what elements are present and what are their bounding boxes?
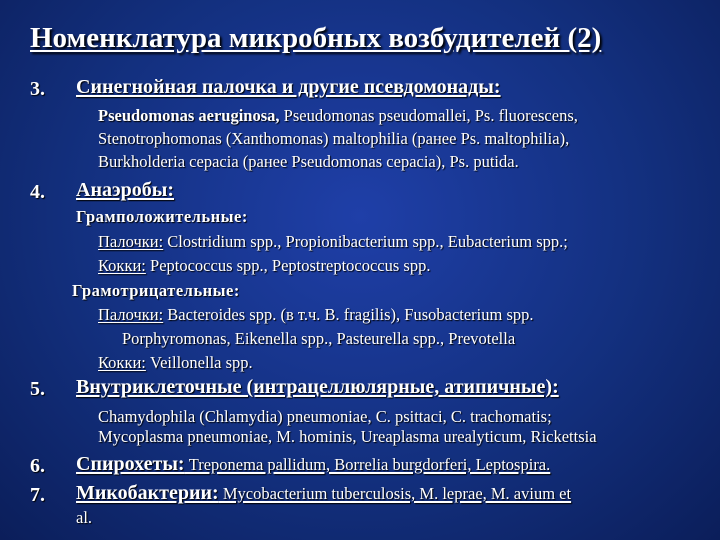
heading-text: Микобактерии: — [76, 482, 219, 504]
item-heading — [76, 453, 550, 476]
item-line — [98, 305, 534, 325]
item-number: 3. — [30, 78, 45, 100]
item-heading — [76, 482, 571, 505]
heading-text: Спирохеты: — [76, 453, 185, 475]
item-line — [98, 232, 568, 252]
item-line: Burkholderia cepacia (ранее Pseudomonas cepacia), Ps. putida. — [98, 152, 519, 171]
item-line — [98, 353, 253, 373]
line-rest: Bacteroides spp. (в т.ч. B. fragilis), Fusobacterium spp. — [163, 305, 534, 324]
category-label: Палочки: — [98, 232, 164, 251]
line-rest: Peptococcus spp., Peptostreptococcus spp. — [145, 256, 431, 275]
item-heading: Анаэробы: — [76, 179, 175, 201]
line-lead: Pseudomonas aeruginosa, — [98, 106, 280, 125]
item-number: 7. — [30, 484, 45, 506]
item-line: Chamydophila (Chlamydia) pneumoniae, C. psittaci, C. trachomatis; — [98, 407, 552, 426]
page-title: Номенклатура микробных возбудителей (2) — [30, 22, 602, 54]
line-rest: Treponema pallidum, Borrelia burgdorferi, Leptospira. — [184, 455, 551, 474]
subgroup-label: Грамположительные: — [76, 207, 248, 226]
item-line — [98, 106, 578, 126]
category-label: Палочки: — [98, 305, 164, 324]
item-line: Stenotrophomonas (Xanthomonas) maltophilia (ранее Ps. maltophilia), — [98, 129, 570, 148]
line-rest: Pseudomonas pseudomallei, Ps. fluorescens, — [279, 106, 578, 125]
category-label: Кокки: — [98, 256, 146, 275]
item-heading: Внутриклеточные (интрацеллюлярные, атипичные): — [76, 376, 559, 398]
subgroup-label: Грамотрицательные: — [72, 281, 240, 300]
item-number: 4. — [30, 181, 45, 203]
item-heading: Синегнойная палочка и другие псевдомонады: — [76, 76, 501, 98]
item-line — [98, 256, 430, 276]
category-label: Кокки: — [98, 353, 146, 372]
line-rest: Veillonella spp. — [145, 353, 253, 372]
item-line: Mycoplasma pneumoniae, M. hominis, Ureaplasma urealyticum, Rickettsia — [98, 427, 597, 446]
line-rest: Clostridium spp., Propionibacterium spp., Eubacterium spp.; — [163, 232, 568, 251]
item-line: Porphyromonas, Eikenella spp., Pasteurella spp., Prevotella — [122, 329, 516, 348]
item-number: 6. — [30, 455, 45, 477]
item-number: 5. — [30, 378, 45, 400]
line-rest: Mycobacterium tuberculosis, M. leprae, M. avium et — [218, 484, 572, 503]
item-line: al. — [76, 508, 93, 527]
